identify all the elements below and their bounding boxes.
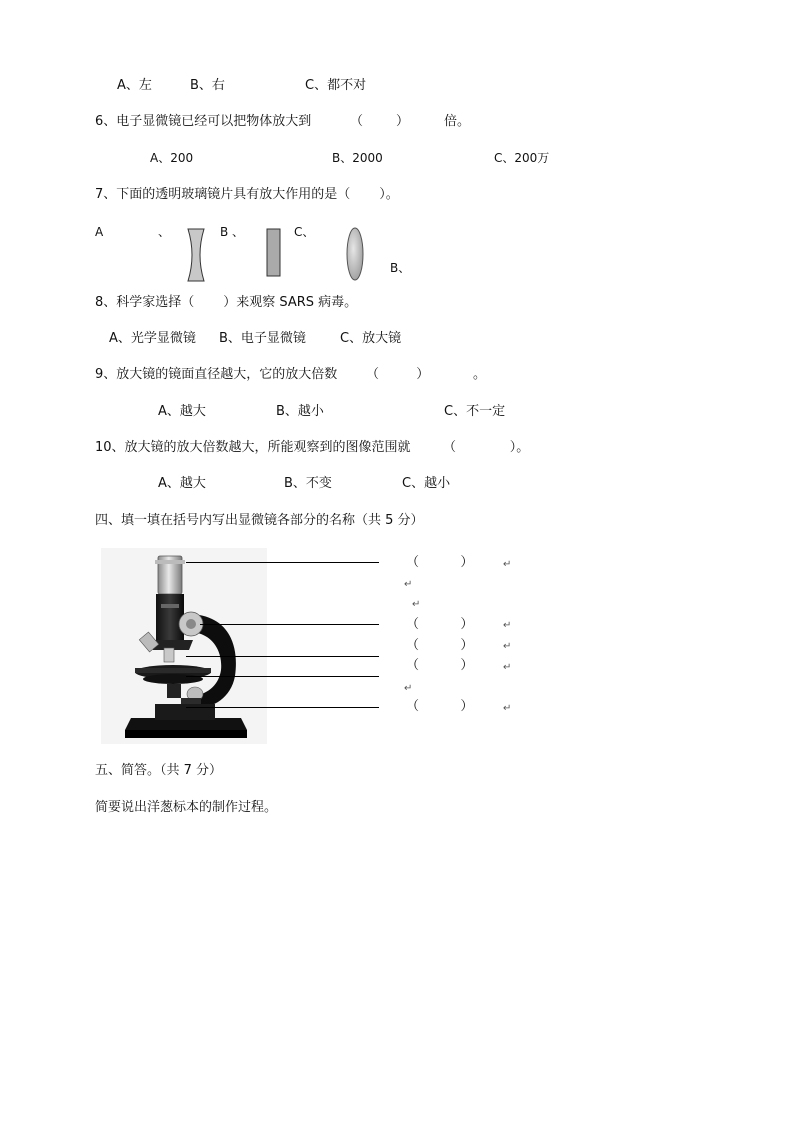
q7-label-comma: 、 <box>158 225 171 239</box>
flat-glass-icon <box>266 228 282 278</box>
q7-label-b: B 、 <box>220 225 245 239</box>
q10-option-c: C、越小 <box>402 476 451 491</box>
q9-option-c: C、不一定 <box>444 404 506 419</box>
q8-option-a: A、光学显微镜 <box>109 331 196 346</box>
microscope-blank-4[interactable]: （ ） <box>406 658 474 673</box>
convex-lens-icon <box>344 226 366 282</box>
q6-tail: 倍。 <box>444 114 471 129</box>
q6-stem: 6、电子显微镜已经可以把物体放大到 <box>95 114 312 129</box>
return-mark: ↵ <box>503 703 512 714</box>
q10-option-b: B、不变 <box>284 476 332 491</box>
section5-question: 简要说出洋葱标本的制作过程。 <box>95 800 278 815</box>
q9-option-a: A、越大 <box>158 404 206 419</box>
return-mark: ↵ <box>404 683 413 694</box>
return-mark: ↵ <box>503 641 512 652</box>
section4-title: 四、填一填在括号内写出显微镜各部分的名称（共 5 分） <box>95 513 424 528</box>
q8-stem: 8、科学家选择（ ）来观察 SARS 病毒。 <box>95 295 358 310</box>
q5-option-b: B、右 <box>190 78 225 93</box>
label-pointer-line <box>200 624 379 625</box>
q10-blank[interactable]: （ ）。 <box>443 440 530 455</box>
microscope-blank-3[interactable]: （ ） <box>406 638 474 653</box>
label-pointer-line <box>186 562 379 563</box>
q7-label-a: A <box>95 225 104 239</box>
label-pointer-line <box>186 707 379 708</box>
q9-stem: 9、放大镜的镜面直径越大，它的放大倍数 <box>95 367 338 382</box>
q5-option-c: C、都不对 <box>305 78 367 93</box>
return-mark: ↵ <box>503 559 512 570</box>
q9-option-b: B、越小 <box>276 404 324 419</box>
section5-title: 五、简答。（共 7 分） <box>95 763 223 778</box>
label-pointer-line <box>186 656 379 657</box>
q7-label-d: B、 <box>390 261 411 275</box>
microscope-blank-1[interactable]: （ ） <box>406 555 474 570</box>
microscope-image <box>101 548 267 744</box>
q6-blank[interactable]: （ ） <box>350 114 410 129</box>
return-mark: ↵ <box>503 662 512 673</box>
q9-blank[interactable]: （ ） <box>366 367 430 382</box>
q6-option-b: B、2000 <box>332 151 383 165</box>
return-mark: ↵ <box>404 579 413 590</box>
return-mark: ↵ <box>503 620 512 631</box>
q7-label-c: C、 <box>294 225 315 239</box>
label-pointer-line <box>186 676 379 677</box>
q5-option-a: A、左 <box>117 78 152 93</box>
q9-tail: 。 <box>473 367 487 382</box>
q10-option-a: A、越大 <box>158 476 206 491</box>
q8-option-c: C、放大镜 <box>340 331 402 346</box>
return-mark: ↵ <box>412 599 421 610</box>
q8-option-b: B、电子显微镜 <box>219 331 306 346</box>
q6-option-c: C、200万 <box>494 151 550 165</box>
microscope-blank-5[interactable]: （ ） <box>406 699 474 714</box>
q6-option-a: A、200 <box>150 151 194 165</box>
concave-lens-icon <box>185 228 207 282</box>
microscope-blank-2[interactable]: （ ） <box>406 617 474 632</box>
q7-stem: 7、下面的透明玻璃镜片具有放大作用的是（ ）。 <box>95 187 399 202</box>
q10-stem: 10、放大镜的放大倍数越大，所能观察到的图像范围就 <box>95 440 411 455</box>
